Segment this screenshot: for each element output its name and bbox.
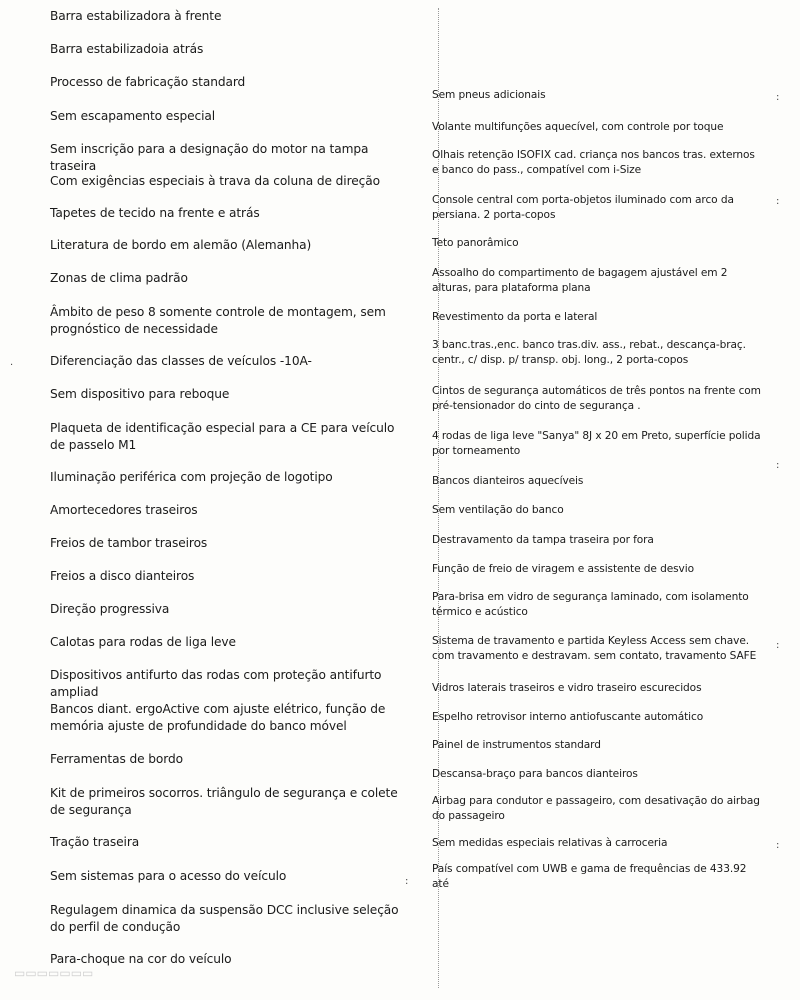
spec-item: 4 rodas de liga leve "Sanya" 8J x 20 em Preto, superfície polida por torneamento	[432, 430, 761, 457]
spec-item: Sem medidas especiais relativas à carroceria	[432, 837, 668, 849]
spec-item: Teto panorâmico	[432, 237, 519, 249]
spec-item: Console central com porta-objetos iluminado com arco da persiana. 2 porta-copos	[432, 194, 734, 221]
watermark-logo: ▭▭▭▭▭▭▭	[14, 966, 94, 980]
margin-mark: :	[405, 876, 409, 887]
spec-item: Direção progressiva	[50, 602, 170, 616]
spec-item: Processo de fabricação standard	[50, 75, 246, 89]
spec-item: Sem dispositivo para reboque	[50, 387, 230, 401]
spec-item: Iluminação periférica com projeção de logotipo	[50, 470, 333, 484]
spec-item: Bancos diant. ergoActive com ajuste elétrico, função de memória ajuste de profundidade do banco móvel	[50, 702, 386, 733]
spec-item: Freios de tambor traseiros	[50, 536, 208, 550]
spec-item: Tapetes de tecido na frente e atrás	[50, 206, 260, 220]
spec-item: Literatura de bordo em alemão (Alemanha)	[50, 238, 312, 252]
spec-item: Sem escapamento especial	[50, 109, 216, 123]
spec-item: Para-choque na cor do veículo	[50, 952, 232, 966]
spec-item: Ferramentas de bordo	[50, 752, 183, 766]
spec-item: Airbag para condutor e passageiro, com desativação do airbag do passageiro	[432, 795, 760, 822]
margin-mark: ·	[10, 360, 14, 371]
spec-item: Espelho retrovisor interno antiofuscante automático	[432, 711, 704, 723]
spec-item: Freios a disco dianteiros	[50, 569, 195, 583]
spec-item: Barra estabilizadora à frente	[50, 9, 222, 23]
spec-item: Com exigências especiais à trava da coluna de direção	[50, 174, 380, 188]
spec-item: Calotas para rodas de liga leve	[50, 635, 236, 649]
spec-item: Dispositivos antifurto das rodas com proteção antifurto ampliad	[50, 668, 382, 699]
spec-item: Sistema de travamento e partida Keyless Access sem chave. com travamento e destravam. sem contato, travamento SAFE	[432, 635, 757, 662]
spec-item: Barra estabilizadoia atrás	[50, 42, 204, 56]
margin-mark: :	[776, 640, 780, 651]
margin-mark: :	[776, 196, 780, 207]
spec-item: Regulagem dinamica da suspensão DCC inclusive seleção do perfil de condução	[50, 903, 399, 934]
spec-item: Bancos dianteiros aquecíveis	[432, 475, 584, 487]
spec-item: Plaqueta de identificação especial para a CE para veículo de passelo M1	[50, 421, 395, 452]
spec-item: Cintos de segurança automáticos de três pontos na frente com pré-tensionador do cinto de segurança .	[432, 385, 761, 412]
spec-item: Olhais retenção ISOFIX cad. criança nos bancos tras. externos e banco do pass., compatível com i-Size	[432, 149, 755, 176]
margin-mark: :	[776, 840, 780, 851]
margin-mark: :	[776, 92, 780, 103]
spec-item: Tração traseira	[50, 835, 140, 849]
spec-item: Âmbito de peso 8 somente controle de montagem, sem prognóstico de necessidade	[50, 305, 386, 336]
spec-item: Sem ventilação do banco	[432, 504, 564, 516]
spec-item: Destravamento da tampa traseira por fora	[432, 534, 654, 546]
spec-item: Sem sistemas para o acesso do veículo	[50, 869, 287, 883]
spec-item: Sem pneus adicionais	[432, 89, 546, 101]
spec-item: Painel de instrumentos standard	[432, 739, 601, 751]
spec-item: Revestimento da porta e lateral	[432, 311, 598, 323]
spec-item: País compatível com UWB e gama de frequências de 433.92 até	[432, 863, 747, 890]
spec-item: Diferenciação das classes de veículos -10A-	[50, 354, 312, 368]
spec-item: Assoalho do compartimento de bagagem ajustável em 2 alturas, para plataforma plana	[432, 267, 728, 294]
spec-item: Volante multifunções aquecível, com controle por toque	[432, 121, 724, 133]
spec-item: 3 banc.tras.,enc. banco tras.div. ass., rebat., descança-braç. centr., c/ disp. p/ transp. obj. long., 2 porta-copos	[432, 339, 746, 366]
margin-mark: :	[776, 460, 780, 471]
spec-item: Amortecedores traseiros	[50, 503, 198, 517]
spec-item: Função de freio de viragem e assistente de desvio	[432, 563, 694, 575]
spec-item: Para-brisa em vidro de segurança laminado, com isolamento térmico e acústico	[432, 591, 749, 618]
spec-item: Zonas de clima padrão	[50, 271, 188, 285]
spec-item: Descansa-braço para bancos dianteiros	[432, 768, 638, 780]
spec-item: Kit de primeiros socorros. triângulo de segurança e colete de segurança	[50, 786, 398, 817]
spec-item: Sem inscrição para a designação do motor na tampa traseira	[50, 142, 369, 173]
spec-item: Vidros laterais traseiros e vidro traseiro escurecidos	[432, 682, 702, 694]
